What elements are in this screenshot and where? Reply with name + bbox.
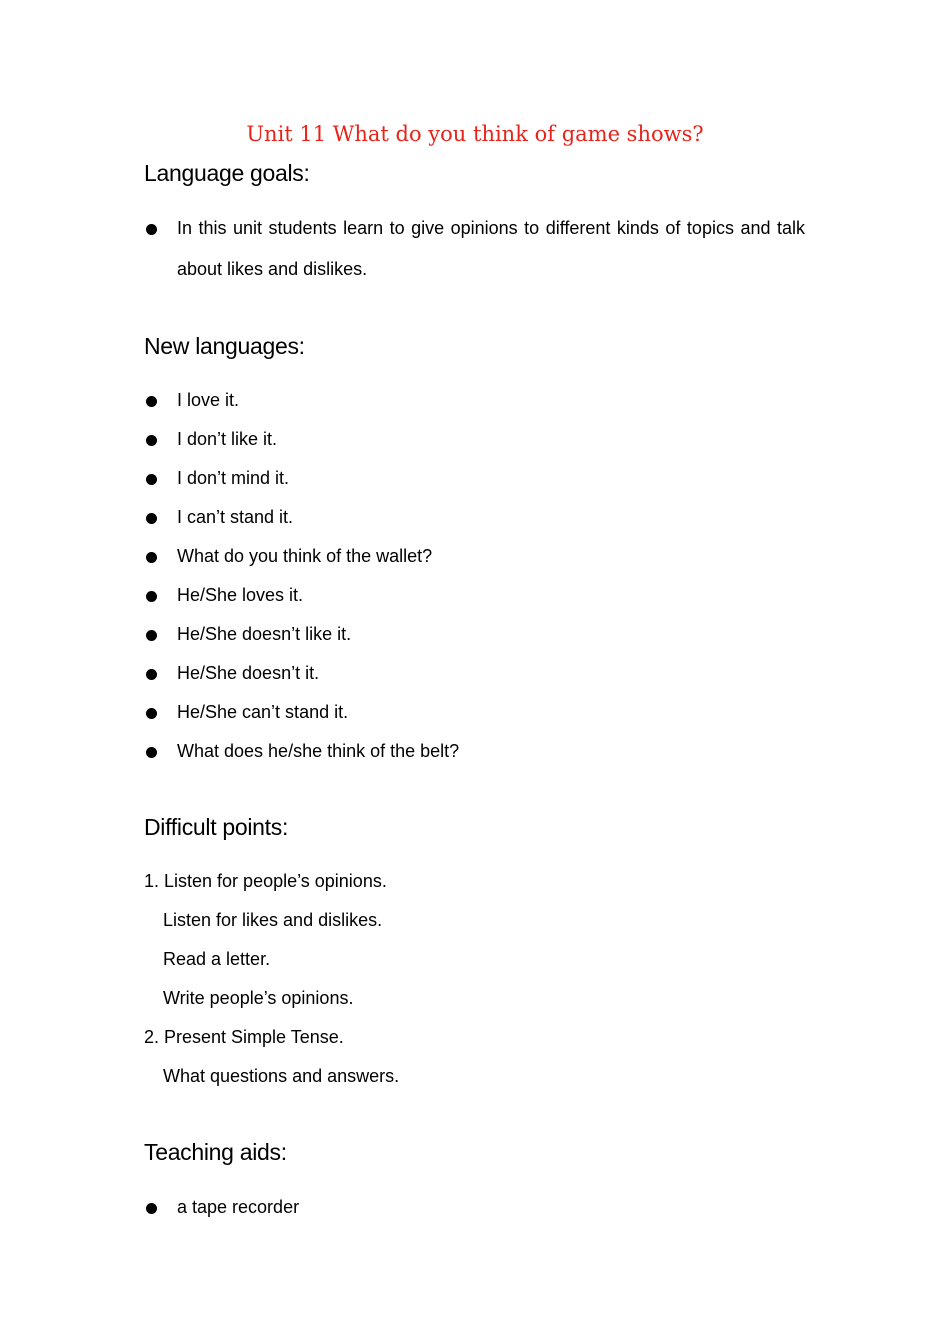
bullet-icon [146,669,157,680]
list-item-text: He/She loves it. [177,585,304,605]
list-item-text: I love it. [177,390,240,410]
bullet-icon [146,708,157,719]
sub-item: Write people’s opinions. [163,988,354,1008]
list-item-text: He/She doesn’t it. [177,663,320,683]
list-item-text: I don’t like it. [177,429,278,449]
numbered-item-2: 2. Present Simple Tense. [144,1027,344,1047]
numbered-item-1: 1. Listen for people’s opinions. [144,871,387,891]
bullet-icon [146,591,157,602]
bullet-icon [146,513,157,524]
bullet-icon [146,552,157,563]
bullet-icon [146,224,157,235]
list-item-text: What does he/she think of the belt? [177,741,460,761]
bullet-icon [146,630,157,641]
sub-item: What questions and answers. [163,1066,400,1086]
list-item-text: What do you think of the wallet? [177,546,433,566]
bullet-icon [146,747,157,758]
bullet-icon [146,396,157,407]
section-heading-language-goals: Language goals: [144,160,310,186]
sub-item: Listen for likes and dislikes. [163,910,383,930]
bullet-icon [146,1203,157,1214]
list-item-text: He/She doesn’t like it. [177,624,352,644]
list-item-text: a tape recorder [177,1197,300,1217]
list-item-text: I can’t stand it. [177,507,294,527]
page-title: Unit 11 What do you think of game shows? [246,122,704,146]
sub-item: Read a letter. [163,949,271,969]
bullet-paragraph-text: In this unit students learn to give opinions to different kinds of topics and talk about likes and dislikes. [177,218,805,279]
bullet-icon [146,474,157,485]
section-heading-difficult-points: Difficult points: [144,814,289,840]
bullet-icon [146,435,157,446]
section-heading-teaching-aids: Teaching aids: [144,1139,287,1165]
list-item-text: He/She can’t stand it. [177,702,349,722]
list-item-text: I don’t mind it. [177,468,290,488]
section-heading-new-languages: New languages: [144,333,305,359]
